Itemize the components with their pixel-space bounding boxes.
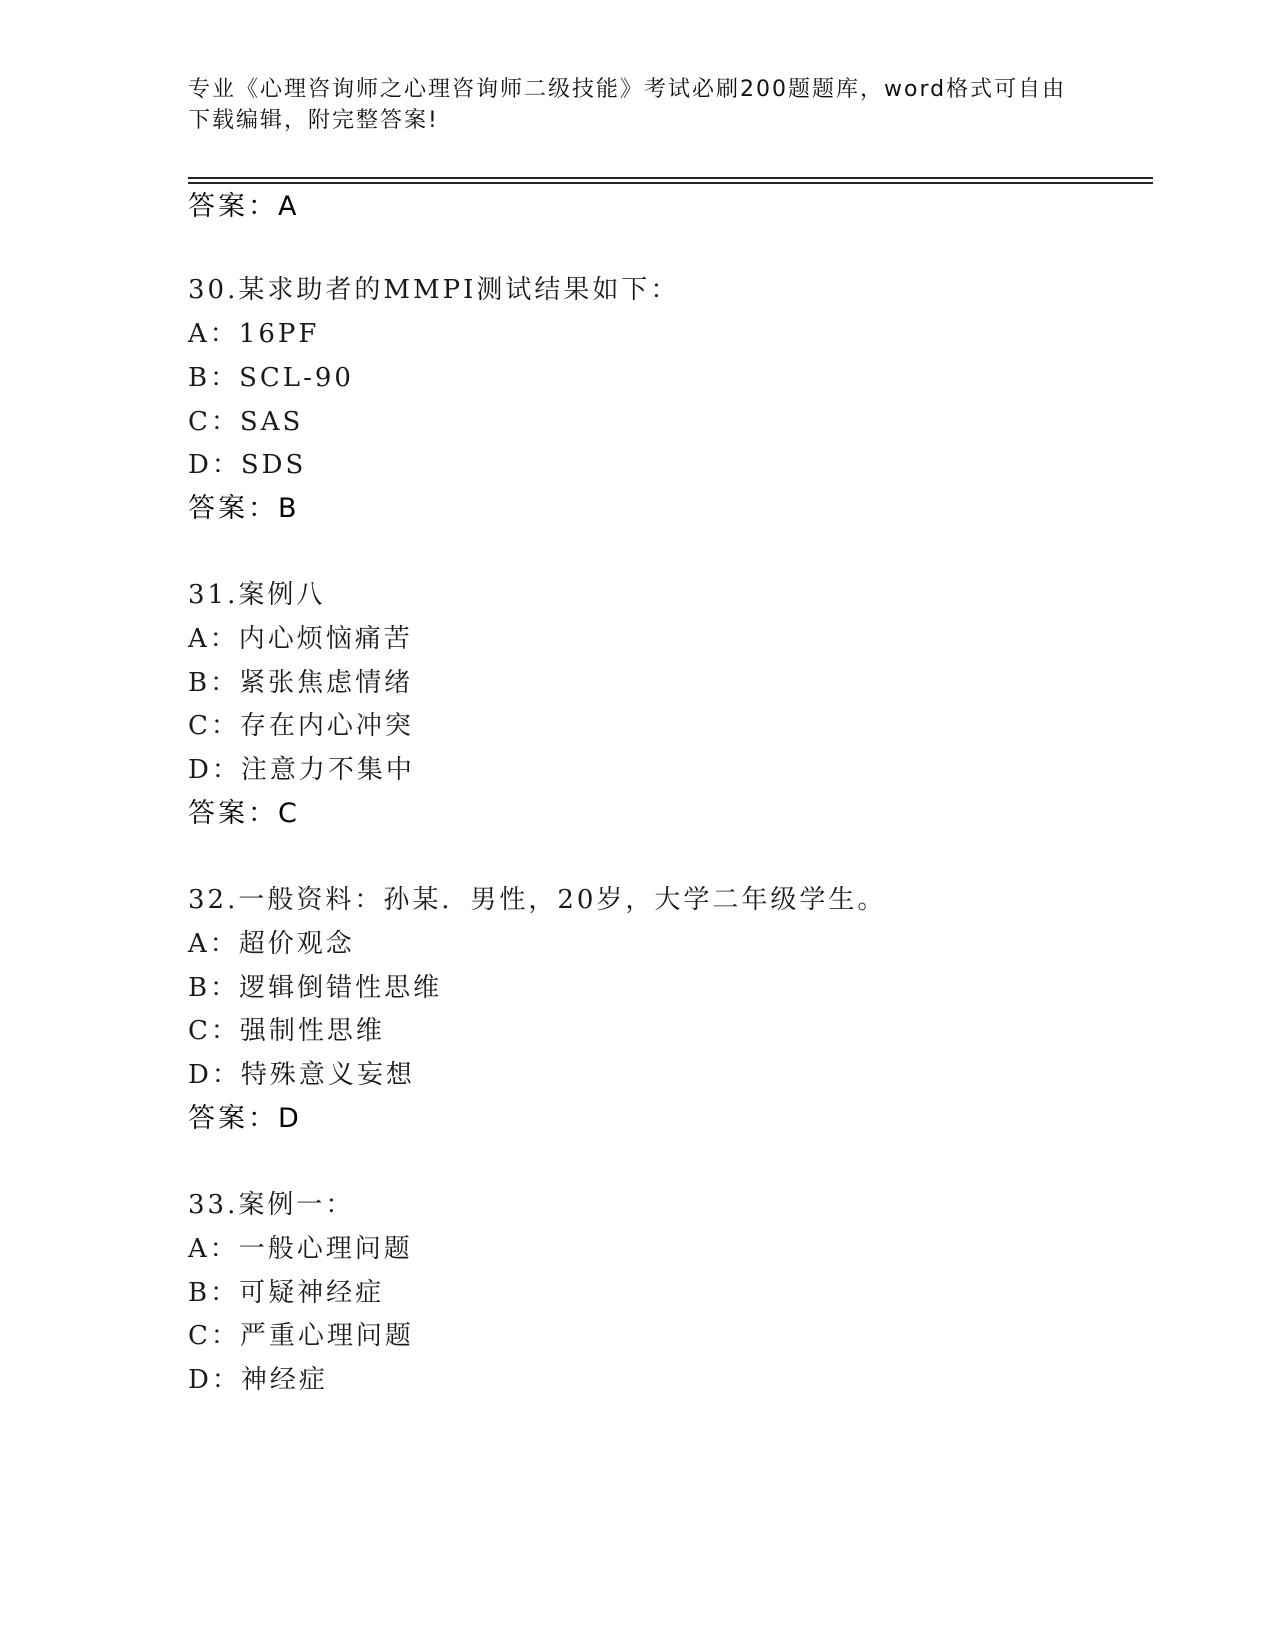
question-31-answer: 答案：C (188, 798, 300, 829)
question-33-stem: 33.案例一： (188, 1190, 355, 1220)
header-divider-top (188, 177, 1153, 179)
previous-answer: 答案：A (188, 191, 300, 222)
question-30-option-a: A：16PF (188, 319, 320, 349)
question-32-stem: 32.一般资料：孙某．男性，20岁，大学二年级学生。 (188, 885, 887, 915)
question-31-option-a: A：内心烦恼痛苦 (188, 624, 413, 654)
question-33-option-c: C：严重心理问题 (188, 1321, 414, 1351)
header-divider-bottom (188, 182, 1153, 184)
document-header: 专业《心理咨询师之心理咨询师二级技能》考试必刷200题题库，word格式可自由下载编辑，附完整答案! (188, 77, 1067, 133)
question-33-option-a: A：一般心理问题 (188, 1234, 413, 1264)
question-33-option-d: D：神经症 (188, 1365, 328, 1395)
question-31-option-b: B：紧张焦虑情绪 (188, 668, 414, 698)
question-33-option-b: B：可疑神经症 (188, 1278, 385, 1308)
question-30-option-d: D：SDS (188, 450, 307, 480)
question-31-stem: 31.案例八 (188, 580, 326, 610)
question-32-option-a: A：超价观念 (188, 929, 355, 959)
question-32-answer: 答案：D (188, 1103, 302, 1134)
question-30-option-c: C：SAS (188, 407, 304, 437)
question-31-option-c: C：存在内心冲突 (188, 711, 414, 741)
question-31-option-d: D：注意力不集中 (188, 755, 415, 785)
question-30-option-b: B：SCL-90 (188, 363, 354, 393)
question-30-answer: 答案：B (188, 493, 300, 524)
question-32-option-d: D：特殊意义妄想 (188, 1060, 415, 1090)
question-32-option-b: B：逻辑倒错性思维 (188, 973, 443, 1003)
question-30-stem: 30.某求助者的MMPI测试结果如下： (188, 275, 680, 305)
question-32-option-c: C：强制性思维 (188, 1016, 385, 1046)
